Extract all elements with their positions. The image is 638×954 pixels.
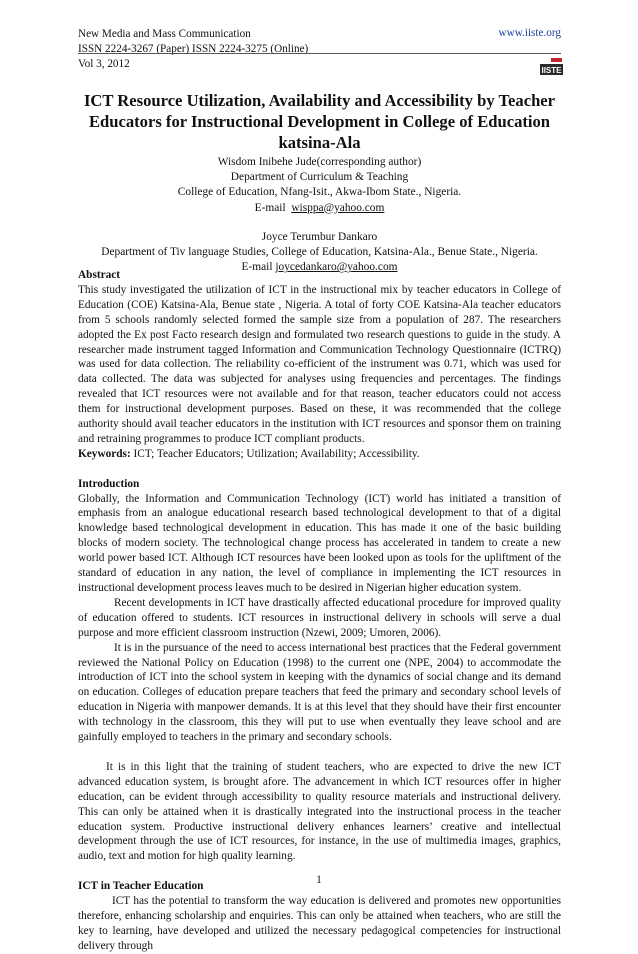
intro-paragraph-4: It is in this light that the training of student teachers, who are expected to drive the new ICT advanced education system, is brought afore. The advancement in which ICT resources offer in higher education, can be evident through accessibility to quality resource materials and instructional delivery. This can only be attained when it is drastically integrated into the instructional process in the teacher education system. Productive instructional delivery enhances learners’ creative and intellectual development through the use of ICT resources, for instance, in the use of multimedia images, graphics, audio, text and motion for high quality learning. (78, 760, 561, 863)
author2-email-label: E-mail (241, 261, 273, 274)
journal-issn: ISSN 2224-3267 (Paper) ISSN 2224-3275 (Online) (78, 43, 309, 56)
website-link[interactable]: www.iiste.org (498, 27, 561, 39)
author1-email-label: E-mail (254, 201, 286, 214)
paper-title: ICT Resource Utilization, Availability and Accessibility by Teacher Educators for Instructional Development in College of Education katsina-Ala (83, 91, 556, 152)
paper-body (78, 268, 561, 954)
author1-department: Department of Curriculum & Teaching (230, 171, 409, 184)
logo-text: IISTE (541, 66, 562, 75)
header-rule (78, 53, 561, 54)
ict-section-heading: ICT in Teacher Education (78, 880, 204, 893)
journal-name: New Media and Mass Communication (78, 28, 251, 40)
author2-department: Department of Tiv language Studies, College of Education, Katsina-Ala., Benue State., Nigeria. (101, 246, 538, 259)
iiste-logo-icon (540, 58, 563, 75)
keywords-label: Keywords: (78, 447, 131, 460)
journal-website (499, 27, 561, 39)
keywords-line (78, 447, 561, 462)
intro-paragraph-2: Recent developments in ICT have drastically affected educational procedure for improved quality of education offered to students. ICT resources in instructional delivery in schools will serve a dual purpose and more efficient classroom instruction (Nzewi, 2009; Umoren, 2006). (78, 596, 561, 639)
journal-header (78, 27, 308, 73)
abstract-heading: Abstract (78, 269, 121, 281)
introduction-heading: Introduction (78, 477, 140, 490)
ict-paragraph-1: ICT has the potential to transform the way education is delivered and promotes new opportunities therefore, enhancing scholarship and enquiries. This can only be attained when teachers, who are still the key to learning, have developed and utilized the necessary pedagogical competencies for instructional delivery through (78, 895, 561, 952)
intro-paragraph-3: It is in the pursuance of the need to access international best practices that the Federal government reviewed the National Policy on Education (1998) to the current one (NPE, 2004) to accommodate the introduction of ICT into the school system in keeping with the dynamics of social change and its demand on education. Colleges of education prepare teachers that feed the primary and secondary school levels of education in Nigeria with manpower demands. It is at this level that they should have their first encounter with technology in the classroom, this they will put to use when eventually they leave school and are gainfully employed to teachers in the primary and secondary schools. (78, 641, 561, 744)
author1-name: Wisdom Inibehe Jude(corresponding author) (217, 156, 422, 168)
author2-name: Joyce Terumbur Dankaro (261, 230, 378, 243)
author1-email-line (78, 201, 561, 216)
intro-paragraph-1: Globally, the Information and Communication Technology (ICT) world has initiated a transition of emphasis from an analogue educational research based technological development to that of a digital knowledge based technological development in education. This has made it one of the basic building blocks of modern society. The technological change process has accelerated in tandem to create a new world power based ICT. Although ICT resources have been looked upon as tools for the upliftment of the standard of education in any nation, the level of compliance in implementing the ICT resources in instructional development process leaves much to be desired in Nigerian higher education system. (78, 492, 561, 595)
abstract-text: This study investigated the utilization of ICT in the instructional mix by teacher educators in College of Education (COE) Katsina-Ala, Benue state , Nigeria. A total of forty COE Katsina-Ala teacher educators from 5 schools randomly selected formed the sample size from a population of 287. The researchers adopted the Ex post Facto research design and formulated two research questions to guide in the study. A researcher made instrument tagged Information and Communication Technology Questionnaire (ICTRQ) was used for data collection. The reliability co-efficient of the instrument was 0.71, which was used for data collected. The data was subjected for analyses using frequencies and percentages. The findings revealed that ICT resources were not available and for that reason, teacher educators could not access them for instructional development purposes. Based on these, it was recommended that the college authority should avail teacher educators in the institution with ICT resources and sponsor them on training and retraining programmes to produce ICT compliant products. (78, 283, 561, 445)
journal-volume: Vol 3, 2012 (78, 58, 130, 71)
page-number: 1 (316, 874, 322, 886)
author2-email-link[interactable]: joycedankaro@yahoo.com (275, 261, 398, 274)
author1-email-link[interactable]: wisppa@yahoo.com (291, 201, 385, 214)
keywords-text: ICT; Teacher Educators; Utilization; Availability; Accessibility. (130, 447, 420, 460)
author1-institution: College of Education, Nfang-Isit., Akwa-Ibom State., Nigeria. (177, 186, 462, 199)
author-block (78, 155, 561, 275)
